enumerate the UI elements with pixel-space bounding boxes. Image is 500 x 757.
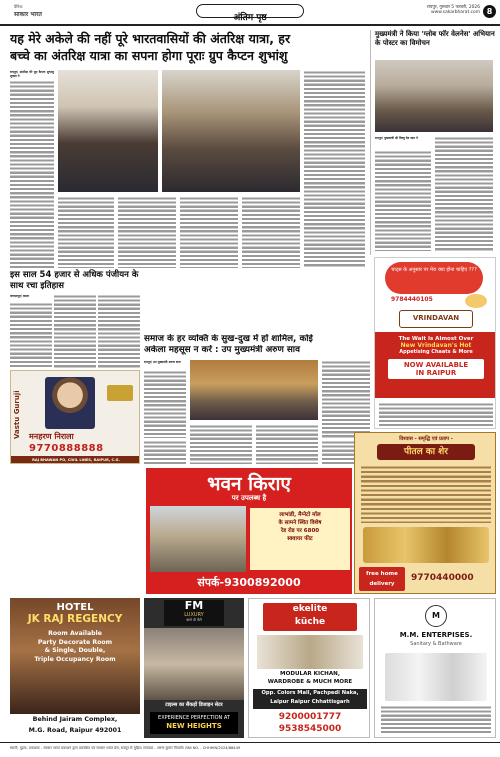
patel-phone: 9770440000 [411, 573, 474, 583]
patel-delivery: delivery [369, 581, 395, 587]
website: www.sakarbharat.com [431, 10, 480, 15]
patel-tagline: विश्वास - समृद्धि एवं प्रताप - [399, 436, 453, 442]
third-column-1 [144, 360, 186, 438]
patel-title [377, 444, 475, 460]
fm-promo2: EXPERIENCE PERFECTION AT [158, 715, 230, 721]
second-headline: इस साल 54 हजार से अधिक पंजीयन के साथ रचा इतिहास [10, 270, 139, 291]
chaat-bubble [385, 262, 483, 294]
patel-delivery-badge [359, 567, 405, 591]
mm-logo: M [425, 605, 447, 627]
vastu-phone: 9770888888 [29, 443, 104, 454]
vastu-logo [107, 385, 133, 401]
third-body-start: रायपुर/ उप मुख्यमंत्री अरुण साव [144, 360, 181, 364]
bhawan-line4: स्क्वायर फीट [287, 536, 313, 542]
lead-column-1 [10, 70, 54, 268]
chaat-mascot [465, 294, 487, 308]
hotel-title2: JK RAJ REGENCY [27, 613, 123, 625]
page-number-text: 8 [486, 7, 493, 16]
fm-ad [144, 598, 244, 738]
lead-body-start: रायपुर/ अंतरिक्ष मेरे ग्रुप कैप्टन शुभांशु शुक्ला ने [10, 70, 54, 79]
lead-photo [58, 70, 158, 192]
kitchen-address1: Opp. Colors Mall, Pachpedi Naka, [261, 690, 359, 696]
fm-tagline: बांटो दी पेंटी [186, 618, 202, 622]
kitchen-line1: MODULAR KICHAN, [280, 671, 340, 677]
bhawan-contact: संपर्क-9300892000 [146, 574, 352, 594]
chaat-subtitle2: Appetising Chaats & More [399, 349, 473, 355]
kitchen-photo [257, 635, 363, 669]
third-headline-line2: अकेला महसूस न करें : उप मुख्यमंत्री अरुण साव [144, 345, 300, 355]
patel-ad [354, 432, 496, 594]
mm-sub: Sanitary & Bathware [410, 641, 462, 647]
side-story [370, 30, 496, 255]
lead-headline-line1: यह मेरे अकेले की नहीं पूरे भारतवासियों की अंतरिक्ष यात्रा, हर [10, 31, 291, 46]
second-column-1 [10, 294, 52, 368]
hotel-title1: HOTEL [56, 602, 94, 613]
side-column-1 [375, 136, 431, 251]
side-body-start: रायपुर/ मुख्यमंत्री श्री विष्णु देव साय ने [375, 136, 418, 140]
hotel-address1: Behind Jairam Complex, [32, 716, 118, 723]
lead-column-2 [58, 196, 114, 268]
chaat-ad [374, 257, 496, 429]
chaat-status: NOW AVAILABLE [403, 361, 469, 369]
kitchen-logo [263, 603, 357, 631]
second-column-3 [98, 294, 140, 368]
vastu-address: RAJ BHAWAN PO, CIVIL LINES, RAIPUR, C.G. [11, 456, 140, 464]
patel-free-home: free home [366, 571, 398, 577]
bhawan-subtitle: पर उपलब्ध है [231, 494, 267, 502]
hotel-ad [10, 598, 140, 738]
masthead-left [14, 4, 42, 18]
bhawan-ad [146, 468, 352, 594]
fm-title: FM [184, 599, 204, 612]
hotel-address2: M.G. Road, Raipur 492001 [28, 727, 122, 734]
chaat-address [379, 402, 493, 426]
chaat-logo [399, 310, 473, 328]
chaat-banner [375, 332, 496, 398]
kitchen-title1: ekelite [292, 604, 328, 614]
chaat-city: IN RAIPUR [415, 369, 457, 377]
chaat-phone: 9784440105 [391, 296, 433, 303]
third-photo [190, 360, 318, 420]
lead-photo-2 [162, 70, 300, 192]
kitchen-address2: Lalpur Raipur Chhattisgarh [270, 699, 350, 705]
mm-address [381, 705, 491, 735]
masthead [0, 0, 500, 26]
fm-photo [144, 628, 244, 700]
footer-text: स्वामी, मुद्रक, प्रकाशक - साकार भारत प्रकाशन द्वारा प्रकाशित एवं साकार भारत प्रेस, रायपुर से मुद्रित। संपादक - अरुण कुमार त्रिपाठी। RNI NO. - CHHHIN/2024/88449 [10, 746, 241, 750]
second-column-2 [54, 294, 96, 368]
second-body-start: जगदलपुर/ बस्तर [10, 294, 30, 298]
hotel-line2: Party Decorate Room [37, 638, 113, 646]
fm-sub: LUXURY [184, 612, 204, 618]
second-story [10, 270, 140, 368]
lead-column-4 [180, 196, 238, 268]
kitchen-phone2: 9538545000 [278, 724, 342, 734]
chaat-status-box [388, 359, 484, 379]
masthead-right [427, 4, 480, 15]
chaat-subtitle: New Vrindavan's Hot [400, 342, 472, 349]
kitchen-line2: WARDROBE & MUCH MORE [267, 679, 353, 685]
side-headline: मुख्यमंत्री ने किया 'ग्लोब फॉर वेलनेस' अभियान के पोस्टर का विमोचन [375, 30, 495, 47]
third-column-3 [256, 424, 318, 464]
third-headline-line1: समाज के हर व्यक्ति के सुख-दुख में हों शामिल, कोई [144, 334, 313, 344]
vastu-ad [10, 370, 140, 464]
fm-logo [164, 600, 224, 626]
fm-promo: टाइल्स का सैंकड़ों डिजाइन सेटर [165, 702, 223, 708]
bhawan-line3: रेड रोड पर 6800 [280, 528, 320, 534]
hotel-line1: Room Available [48, 630, 102, 637]
chaat-bubble-text: चाट्स के अनुसार पर मेरा क्या होना चाहिए ??? [391, 267, 477, 273]
vastu-brand: Vastu Guruji [13, 390, 21, 439]
kitchen-title2: küche [294, 617, 326, 627]
kitchen-ad [248, 598, 370, 738]
bhawan-title: भवन किराए [207, 473, 291, 495]
vastu-portrait [45, 377, 95, 429]
hotel-line3: & Single, Double, [44, 647, 106, 654]
hotel-address [10, 714, 140, 738]
hotel-lines [10, 630, 140, 664]
lead-column-right [304, 70, 365, 268]
bhawan-details [250, 508, 350, 570]
lead-headline-line2: बच्चे का अंतरिक्ष यात्रा का सपना होगा पूराः ग्रुप कैप्टन शुभांशु [10, 48, 288, 63]
patel-products [363, 527, 489, 563]
lead-column-5 [242, 196, 300, 268]
chaat-tagline: The Wait Is Almost Over [398, 336, 474, 342]
bhawan-photo [150, 506, 246, 572]
masthead-small: दैनिक [14, 4, 23, 9]
page-number [483, 5, 496, 18]
third-story [144, 334, 370, 466]
bhawan-line1: लाभांडी, मैग्नेटो मॉल [279, 512, 321, 518]
mm-ad [374, 598, 496, 738]
date-line: रायपुर, गुरुवार 5 फरवरी, 2026 [426, 5, 480, 10]
third-column-right [322, 360, 370, 438]
mm-title: M.M. ENTERPISES. [399, 631, 473, 639]
brand-name: साकार भारत [14, 11, 42, 18]
chaat-logo-text: VRINDAVAN [412, 314, 460, 322]
third-column-2 [190, 424, 252, 464]
side-column-2 [435, 136, 493, 251]
hotel-line4: Triple Occupancy Room [34, 655, 116, 663]
mm-products [385, 653, 487, 701]
section-label [196, 4, 304, 23]
fm-promo-box [150, 712, 238, 734]
section-title: अंतिम पृष्ठ [233, 13, 267, 23]
footer [0, 742, 500, 757]
bhawan-line2: के सामने स्थित विशेष [278, 520, 322, 526]
side-photo [375, 60, 493, 132]
kitchen-phone1: 9200001777 [278, 712, 342, 722]
kitchen-address [253, 689, 367, 709]
fm-promo3: NEW HEIGHTS [166, 722, 222, 730]
vastu-name: मनहरण निराला [29, 432, 74, 441]
third-column-4 [144, 440, 186, 464]
patel-title-text: पीतल का शेर [404, 447, 448, 457]
lead-column-3 [118, 196, 176, 268]
patel-body [361, 465, 491, 523]
